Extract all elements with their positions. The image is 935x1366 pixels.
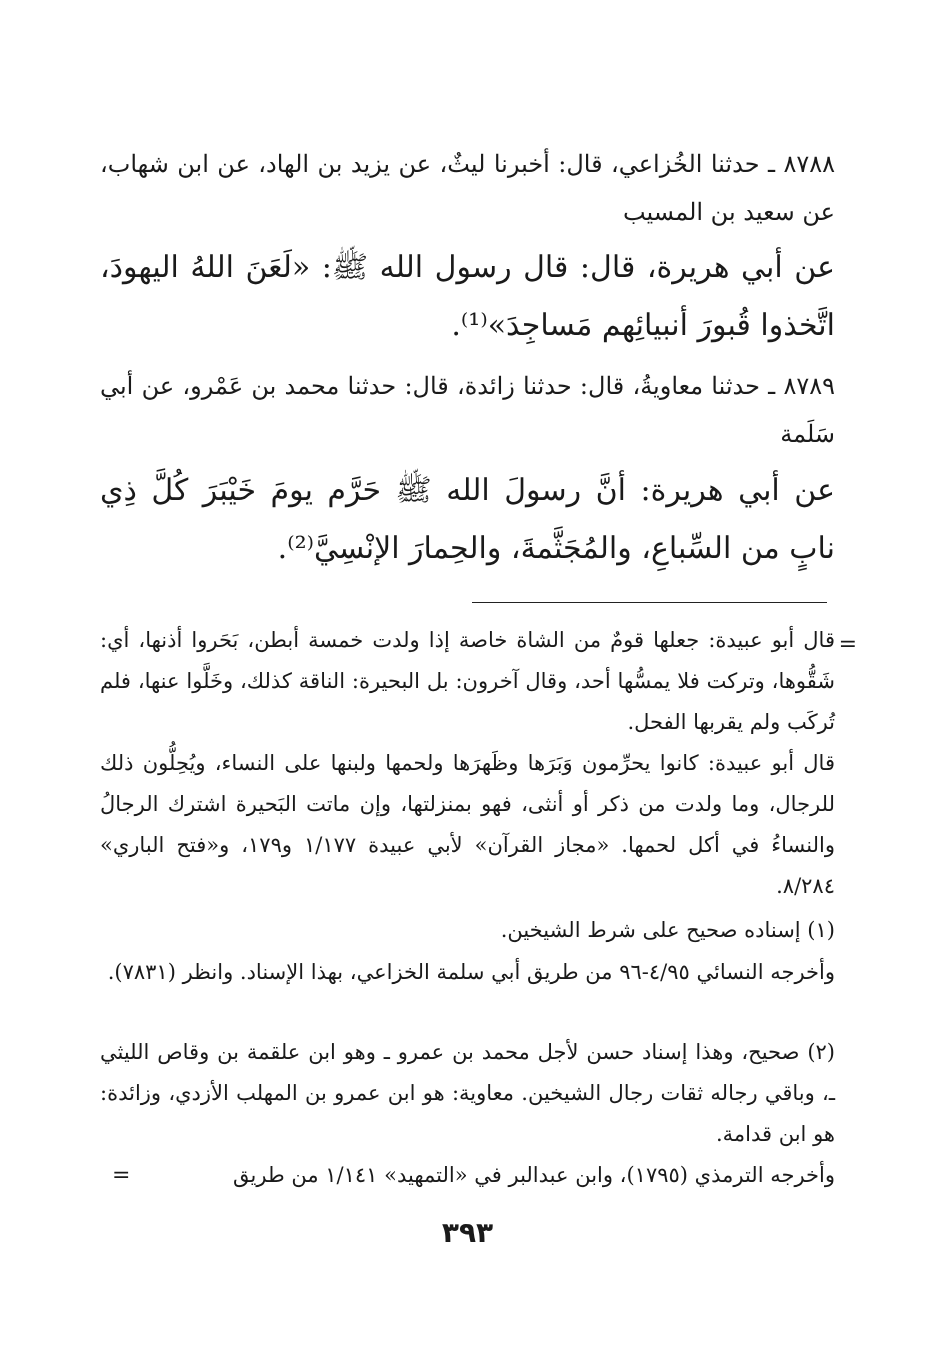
footnote-1-grade: (١) إسناده صحيح على شرط الشيخين. xyxy=(500,918,835,942)
footnote-1-takhrij: وأخرجه النسائي ٤/٩٥-٩٦ من طريق أبي سلمة الخزاعي، بهذا الإسناد. وانظر (٧٨٣١). xyxy=(107,960,835,984)
footnote-separator xyxy=(472,602,827,603)
footnote-carryover-2: قال أبو عبيدة: كانوا يحرِّمون وَبَرَها وظَهرَها ولحمها ولبنها على النساء، ويُحِلُّون ذلك للرجال، وما ولدت من ذكر أو أنثى، فهو بمنزلتها، وإن ماتت البَحيرة اشترك الرجالُ والنساءُ في أكل لحمها. «مجاز القرآن» لأبي عبيدة ١/١٧٧ و١٧٩، و«فتح الباري» ٨/٢٨٤. xyxy=(100,751,835,898)
page-number: ٣٩٣ xyxy=(441,1216,494,1249)
isnad-text: ـ حدثنا الخُزاعي، قال: أخبرنا ليثٌ، عن يزيد بن الهاد، عن ابن شهاب، عن سعيد بن المسيب xyxy=(100,150,835,226)
hadith-8788-matn: عن أبي هريرة، قال: قال رسول الله ﷺ: «لَعَنَ اللهُ اليهودَ، اتَّخذوا قُبورَ أنبيائِهم مَساجِدَ»⁽¹⁾. xyxy=(100,250,835,343)
continuation-mark: = xyxy=(838,632,857,657)
footnote-2-grade: (٢) صحيح، وهذا إسناد حسن لأجل محمد بن عمرو ـ وهو ابن علقمة بن وقاص الليثي ـ، وباقي رجاله ثقات رجال الشيخين. معاوية: هو ابن عمرو بن المهلب الأزدي، وزائدة: هو ابن قدامة. xyxy=(100,1040,835,1146)
hadith-8788-isnad xyxy=(100,140,835,236)
hadith-number: ٨٧٨٩ xyxy=(783,372,835,400)
end-continuation-mark: = xyxy=(112,1163,131,1188)
footnote-2-takhrij: وأخرجه الترمذي (١٧٩٥)، وابن عبدالبر في «التمهيد» ١/١٤١ من طريق xyxy=(233,1163,835,1187)
hadith-8789-isnad xyxy=(100,362,835,458)
hadith-8789-matn: عن أبي هريرة: أنَّ رسولَ الله ﷺ حَرَّم يومَ خَيْبَرَ كُلَّ ذِي نابٍ من السِّباعِ، والمُجَثَّمةَ، والحِمارَ الإنْسِيَّ⁽²⁾. xyxy=(100,473,835,566)
isnad-text: ـ حدثنا معاويةُ، قال: حدثنا زائدة، قال: حدثنا محمد بن عَمْرو، عن أبي سَلَمة xyxy=(100,372,835,448)
hadith-number: ٨٧٨٨ xyxy=(783,150,835,178)
footnote-carryover-1: قال أبو عبيدة: جعلها قومٌ من الشاة خاصة إذا ولدت خمسة أبطن، بَحَروا أذنها، أي: شَقُّوها، وتركت فلا يمسُّها أحد، وقال آخرون: بل البحيرة: الناقة كذلك، وخَلَّوا عنها، فلم تُركَب ولم يقربها الفحل. xyxy=(100,628,835,734)
